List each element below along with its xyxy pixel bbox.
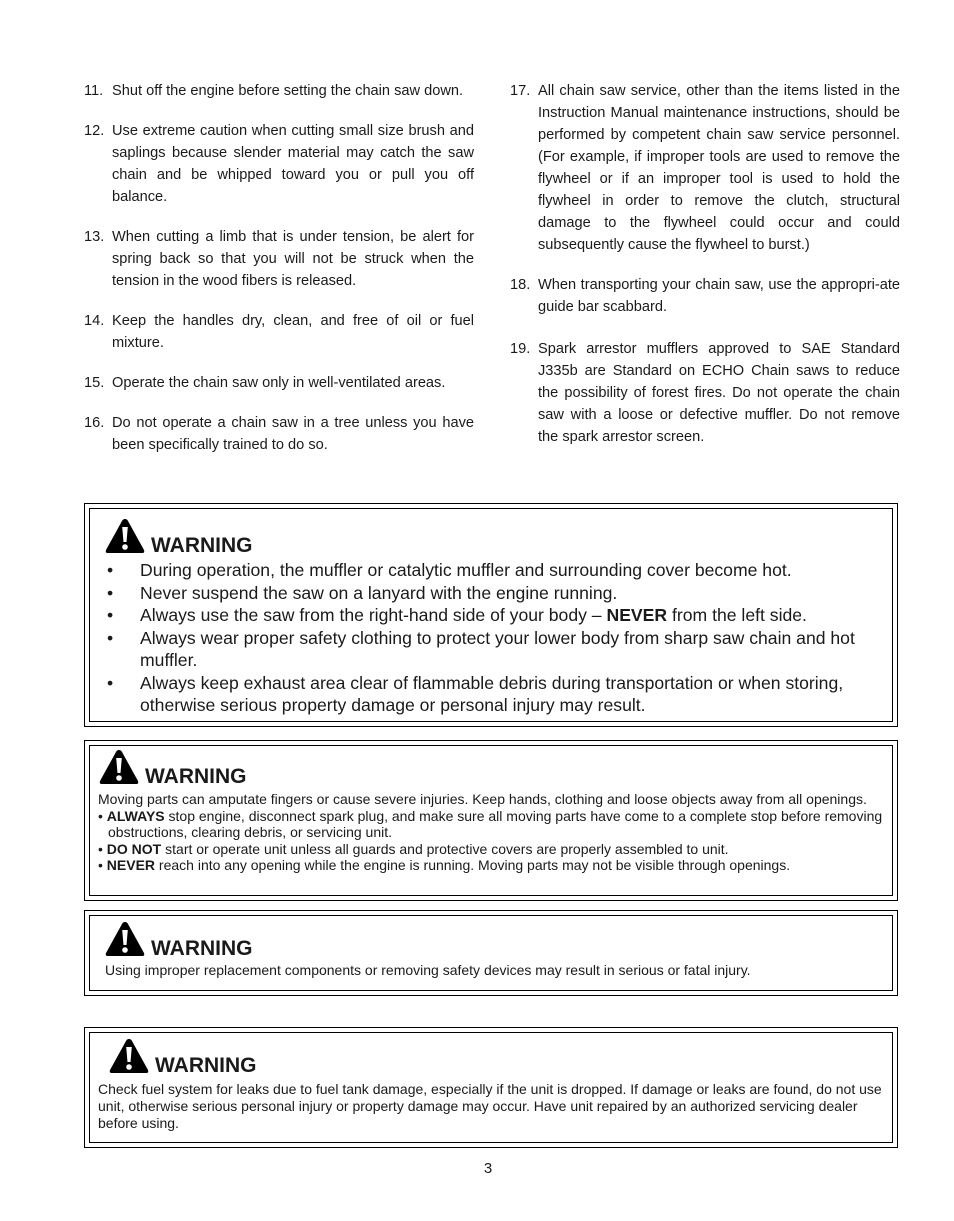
item-text: When cutting a limb that is under tension, be alert for spring back so that you will not be struck when the tension in the wood fibers is released. [112, 229, 474, 289]
item-number: 16. [84, 415, 105, 431]
list-item [84, 310, 474, 354]
warning-triangle-icon [105, 518, 145, 554]
list-item [510, 80, 900, 256]
item-text: Operate the chain saw only in well-ventilated areas. [112, 375, 446, 391]
warning-body [98, 791, 883, 874]
bullet-text [140, 604, 893, 627]
warning-triangle-icon [105, 921, 145, 957]
right-instructions-column [510, 80, 900, 448]
page-number: 3 [483, 1160, 493, 1177]
emphasis-text: ALWAYS [106, 807, 165, 824]
list-item [107, 559, 893, 582]
item-text: start or operate unit unless all guards and protective covers are properly assembled to unit. [161, 840, 729, 857]
emphasis-text: DO NOT [106, 840, 162, 857]
list-item [510, 274, 900, 318]
list-item [510, 338, 900, 448]
list-item [107, 627, 893, 672]
bullet-text: Never suspend the saw on a lanyard with the engine running. [140, 582, 618, 603]
warning-title: WARNING [151, 534, 253, 557]
warning-box-moving-parts [84, 740, 898, 901]
warning-box-replacement-parts [84, 910, 898, 996]
warning-triangle-icon [109, 1038, 149, 1074]
item-text: Shut off the engine before setting the chain saw down. [112, 83, 464, 99]
bullet: • [107, 582, 114, 603]
bullet: • [107, 605, 114, 625]
item-text: Do not operate a chain saw in a tree unless you have been specifically trained to do so. [112, 415, 474, 453]
item-text: stop engine, disconnect spark plug, and make sure all moving parts have come to a complete stop before removing obstructions, clearing debris, or servicing unit. [108, 807, 883, 840]
warning-text: Using improper replacement components or removing safety devices may result in serious or fatal injury. [105, 962, 751, 978]
warning-header [105, 921, 253, 960]
warning-bullet-list [107, 559, 893, 717]
warning-header [109, 1038, 257, 1077]
list-item [98, 841, 883, 858]
item-number: 19. [510, 341, 531, 357]
warning-intro: Moving parts can amputate fingers or cause severe injuries. Keep hands, clothing and loose objects away from all openings. [98, 791, 867, 807]
list-item [84, 226, 474, 292]
bullet-text: Always keep exhaust area clear of flammable debris during transportation or when storing, otherwise serious property damage or personal injury may result. [140, 672, 844, 715]
text-segment: from the left side. [667, 605, 807, 625]
item-text: reach into any opening while the engine is running. Moving parts may not be visible through openings. [155, 857, 791, 873]
list-item [98, 808, 883, 841]
text-segment: Always use the saw from the right-hand side of your body – [140, 605, 607, 625]
warning-box-fuel-leaks [84, 1027, 898, 1148]
list-item [107, 604, 893, 627]
list-item [84, 372, 474, 394]
item-number: 13. [84, 229, 105, 245]
bullet: • [98, 840, 107, 857]
list-item [107, 672, 893, 717]
list-item [84, 120, 474, 208]
warning-box-hot-muffler [84, 503, 898, 727]
warning-header [105, 518, 253, 557]
item-number: 18. [510, 277, 531, 293]
warning-triangle-icon [99, 749, 139, 785]
list-item [98, 857, 883, 874]
bullet: • [98, 807, 107, 824]
list-item [84, 80, 474, 102]
list-item [107, 582, 893, 605]
warning-title: WARNING [151, 937, 253, 960]
bullet: • [107, 672, 114, 693]
emphasis-text: NEVER [106, 857, 156, 873]
bullet: • [107, 627, 114, 648]
item-number: 14. [84, 313, 105, 329]
item-text: All chain saw service, other than the items listed in the Instruction Manual maintenance instructions, should be performed by competent chain saw service personnel. (For example, if improper tools are used to remove the flywheel or if an improper tool is used to hold the flywheel in order to remove the clutch, structural damage to the flywheel could occur and could subsequently cause the flywheel to burst.) [538, 83, 900, 253]
warning-title: WARNING [145, 765, 247, 788]
item-number: 15. [84, 375, 105, 391]
item-number: 12. [84, 123, 105, 139]
item-text: Use extreme caution when cutting small size brush and saplings because slender material may catch the saw chain and be whipped toward you or pull you off balance. [112, 123, 474, 205]
emphasis-text: NEVER [606, 605, 668, 625]
item-number: 17. [510, 83, 531, 99]
bullet: • [98, 857, 107, 873]
item-number: 11. [84, 83, 104, 99]
warning-title: WARNING [155, 1054, 257, 1077]
left-instructions-column [84, 80, 474, 456]
warning-text: Check fuel system for leaks due to fuel tank damage, especially if the unit is dropped. If damage or leaks are found, do not use unit, otherwise serious personal injury or property damage may occur. Have unit repaired by an authorized servicing dealer before using. [98, 1081, 882, 1131]
item-text: When transporting your chain saw, use the appropri-ate guide bar scabbard. [538, 277, 900, 315]
item-text: Keep the handles dry, clean, and free of oil or fuel mixture. [112, 313, 474, 351]
bullet-text: During operation, the muffler or catalytic muffler and surrounding cover become hot. [140, 560, 792, 580]
bullet: • [107, 560, 114, 580]
warning-header [99, 749, 247, 788]
list-item [84, 412, 474, 456]
item-text: Spark arrestor mufflers approved to SAE Standard J335b are Standard on ECHO Chain saws to reduce the possibility of forest fires. Do not operate the chain saw with a loose or defective muffler. Do not remove the spark arrestor screen. [538, 341, 900, 445]
bullet-text: Always wear proper safety clothing to protect your lower body from sharp saw chain and hot muffler. [140, 627, 855, 670]
